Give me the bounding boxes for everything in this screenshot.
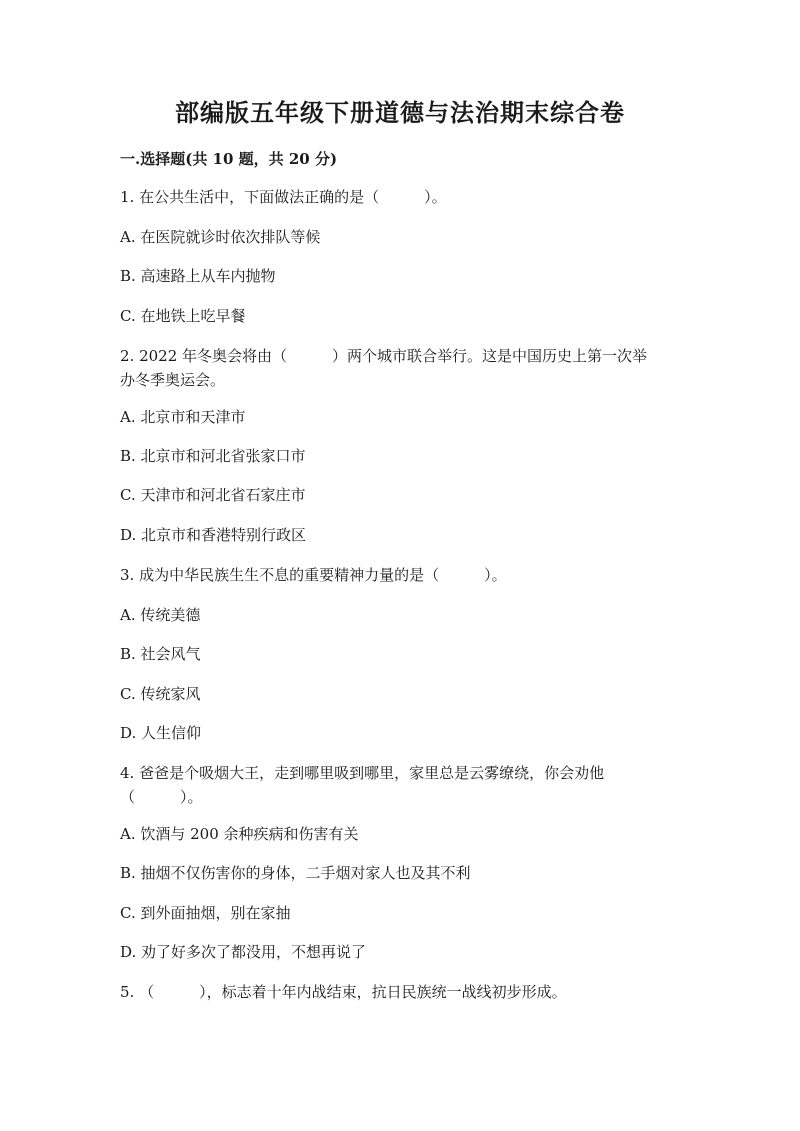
exam-title: 部编版五年级下册道德与法治期末综合卷 [175,98,625,127]
question-1-option-b: B. 高速路上从车内抛物 [120,267,276,285]
question-1-stem: 1. 在公共生活中，下面做法正确的是（ ）。 [120,188,447,206]
question-4-option-b: B. 抽烟不仅伤害你的身体，二手烟对家人也及其不利 [120,864,471,882]
question-3-option-c: C. 传统家风 [120,685,201,703]
question-2-stem-line2: 办冬季奥运会。 [120,371,226,389]
section-heading: 一.选择题(共 10 题，共 20 分) [120,150,338,168]
question-4-option-a: A. 饮酒与 200 余种疾病和伤害有关 [120,825,359,843]
question-2-stem-line1: 2. 2022 年冬奥会将由（ ）两个城市联合举行。这是中国历史上第一次举 [120,347,648,365]
question-3-option-a: A. 传统美德 [120,606,201,624]
question-5-stem: 5. （ ），标志着十年内战结束，抗日民族统一战线初步形成。 [120,983,567,1001]
question-2-option-a: A. 北京市和天津市 [120,408,246,426]
question-3-option-d: D. 人生信仰 [120,724,202,742]
question-2-option-c: C. 天津市和河北省石家庄市 [120,486,306,504]
question-4-stem-line1: 4. 爸爸是个吸烟大王，走到哪里吸到哪里，家里总是云雾缭绕，你会劝他 [120,764,605,782]
question-4-option-c: C. 到外面抽烟，别在家抽 [120,904,291,922]
question-4-stem-line2: （ ）。 [120,788,203,806]
question-2-option-d: D. 北京市和香港特别行政区 [120,526,307,544]
question-3-option-b: B. 社会风气 [120,645,201,663]
question-4-option-d: D. 劝了好多次了都没用，不想再说了 [120,943,367,961]
question-3-stem: 3. 成为中华民族生生不息的重要精神力量的是（ ）。 [120,566,507,584]
question-1-option-c: C. 在地铁上吃早餐 [120,307,246,325]
question-1-option-a: A. 在医院就诊时依次排队等候 [120,228,321,246]
question-2-option-b: B. 北京市和河北省张家口市 [120,447,306,465]
